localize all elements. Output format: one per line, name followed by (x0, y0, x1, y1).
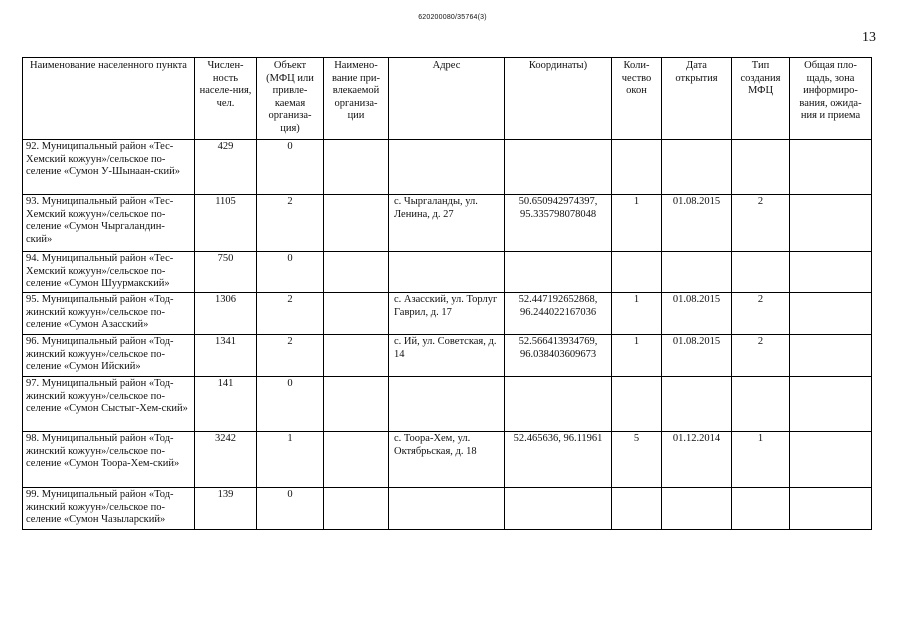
cell-organization (324, 377, 389, 432)
cell-population: 429 (195, 140, 257, 195)
cell-area (790, 252, 872, 293)
cell-coordinates: 52.447192652868, 96.244022167036 (505, 293, 612, 335)
cell-organization (324, 488, 389, 530)
cell-organization (324, 335, 389, 377)
cell-windows (612, 252, 662, 293)
cell-organization (324, 195, 389, 252)
cell-windows (612, 377, 662, 432)
cell-object: 1 (257, 432, 324, 488)
cell-coordinates (505, 140, 612, 195)
cell-name: 98. Муниципальный район «Тод-жинский кожуун»/сельское по-селение «Сумон Тоора-Хем-ский» (23, 432, 195, 488)
cell-type: 2 (732, 293, 790, 335)
cell-name: 93. Муниципальный район «Тес-Хемский кожуун»/сельское по-селение «Сумон Чыргаландин-ский» (23, 195, 195, 252)
cell-address (389, 488, 505, 530)
cell-area (790, 293, 872, 335)
cell-area (790, 488, 872, 530)
table-row (23, 432, 872, 488)
header-windows: Коли-чество окон (612, 58, 662, 140)
cell-coordinates (505, 488, 612, 530)
cell-object: 2 (257, 195, 324, 252)
cell-windows: 1 (612, 335, 662, 377)
table-header-row (23, 58, 872, 140)
cell-date: 01.08.2015 (662, 335, 732, 377)
header-address: Адрес (389, 58, 505, 140)
cell-object: 2 (257, 335, 324, 377)
cell-name: 95. Муниципальный район «Тод-жинский кожуун»/сельское по-селение «Сумон Азасский» (23, 293, 195, 335)
table-row (23, 195, 872, 252)
cell-coordinates: 50.650942974397, 95.335798078048 (505, 195, 612, 252)
cell-coordinates (505, 377, 612, 432)
cell-organization (324, 252, 389, 293)
cell-address (389, 252, 505, 293)
table-row (23, 252, 872, 293)
cell-organization (324, 140, 389, 195)
header-population: Числен-ность населе-ния, чел. (195, 58, 257, 140)
cell-windows (612, 488, 662, 530)
document-id: 620200080/35764(3) (418, 14, 487, 21)
cell-type (732, 377, 790, 432)
cell-address (389, 377, 505, 432)
page-number: 13 (862, 30, 876, 45)
cell-type (732, 252, 790, 293)
cell-name: 96. Муниципальный район «Тод-жинский кожуун»/сельское по-селение «Сумон Ийский» (23, 335, 195, 377)
cell-address: с. Азасский, ул. Торлуг Гаврил, д. 17 (389, 293, 505, 335)
cell-type: 2 (732, 335, 790, 377)
cell-population: 1341 (195, 335, 257, 377)
cell-name: 97. Муниципальный район «Тод-жинский кожуун»/сельское по-селение «Сумон Сыстыг-Хем-ский» (23, 377, 195, 432)
header-date: Дата открытия (662, 58, 732, 140)
cell-address (389, 140, 505, 195)
cell-name: 99. Муниципальный район «Тод-жинский кожуун»/сельское по-селение «Сумон Чазыларский» (23, 488, 195, 530)
cell-windows (612, 140, 662, 195)
cell-organization (324, 432, 389, 488)
cell-windows: 1 (612, 195, 662, 252)
table-row (23, 335, 872, 377)
cell-address: с. Тоора-Хем, ул. Октябрьская, д. 18 (389, 432, 505, 488)
cell-type: 1 (732, 432, 790, 488)
cell-windows: 5 (612, 432, 662, 488)
cell-date (662, 252, 732, 293)
cell-area (790, 377, 872, 432)
cell-object: 0 (257, 488, 324, 530)
cell-address: с. Чыргаланды, ул. Ленина, д. 27 (389, 195, 505, 252)
cell-type: 2 (732, 195, 790, 252)
cell-object: 0 (257, 140, 324, 195)
cell-windows: 1 (612, 293, 662, 335)
header-area: Общая пло-щадь, зона информиро-вания, ожида-ния и приема (790, 58, 872, 140)
cell-date: 01.12.2014 (662, 432, 732, 488)
header-type: Тип создания МФЦ (732, 58, 790, 140)
cell-date (662, 140, 732, 195)
cell-name: 92. Муниципальный район «Тес-Хемский кожуун»/сельское по-селение «Сумон У-Шынаан-ский» (23, 140, 195, 195)
cell-area (790, 140, 872, 195)
cell-population: 141 (195, 377, 257, 432)
cell-address: с. Ий, ул. Советская, д. 14 (389, 335, 505, 377)
table-row (23, 293, 872, 335)
cell-area (790, 195, 872, 252)
table-row (23, 488, 872, 530)
header-coordinates: Координаты) (505, 58, 612, 140)
cell-date: 01.08.2015 (662, 293, 732, 335)
cell-type (732, 488, 790, 530)
mfc-table (22, 57, 872, 530)
cell-object: 0 (257, 377, 324, 432)
header-name: Наименование населенного пункта (23, 58, 195, 140)
cell-object: 2 (257, 293, 324, 335)
cell-type (732, 140, 790, 195)
cell-coordinates: 52.566413934769, 96.038403609673 (505, 335, 612, 377)
cell-population: 1306 (195, 293, 257, 335)
cell-date: 01.08.2015 (662, 195, 732, 252)
cell-area (790, 335, 872, 377)
cell-population: 1105 (195, 195, 257, 252)
cell-population: 3242 (195, 432, 257, 488)
cell-date (662, 377, 732, 432)
cell-area (790, 432, 872, 488)
header-organization: Наимено-вание при-влекаемой организа-ции (324, 58, 389, 140)
table-row (23, 377, 872, 432)
cell-coordinates: 52.465636, 96.11961 (505, 432, 612, 488)
cell-name: 94. Муниципальный район «Тес-Хемский кожуун»/сельское по-селение «Сумон Шуурмакский» (23, 252, 195, 293)
cell-object: 0 (257, 252, 324, 293)
cell-population: 750 (195, 252, 257, 293)
table-row (23, 140, 872, 195)
cell-population: 139 (195, 488, 257, 530)
cell-date (662, 488, 732, 530)
cell-coordinates (505, 252, 612, 293)
cell-organization (324, 293, 389, 335)
header-object: Объект (МФЦ или привле-каемая организа-ция) (257, 58, 324, 140)
